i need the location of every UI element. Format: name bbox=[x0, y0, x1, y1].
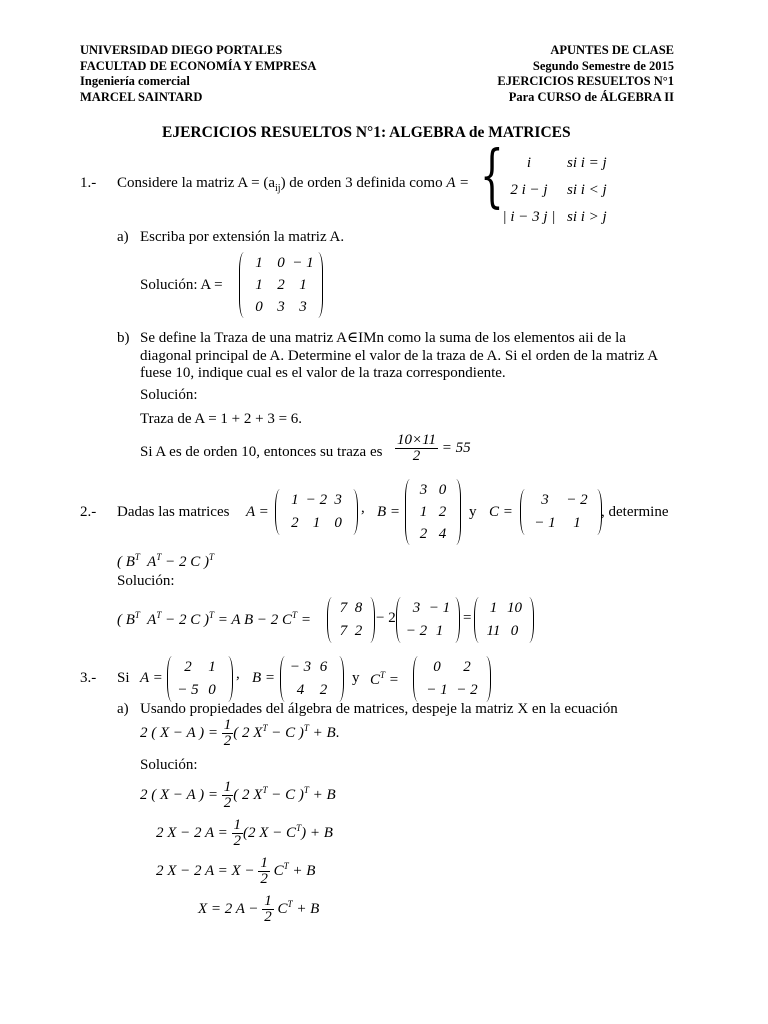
ex2-solution-lhs: ( $B^T$ $A^T - 2$ C )$^T$ = A B − 2 $C^T$ = bbox=[117, 610, 311, 628]
ex2-number: 2.- bbox=[80, 504, 97, 520]
ex3-number: 3.- bbox=[80, 670, 97, 686]
ex2-equals: = bbox=[463, 610, 472, 626]
ex2-minus2: − 2 bbox=[376, 610, 396, 626]
page-title: EJERCICIOS RESUELTOS N°1: ALGEBRA de MATRICES bbox=[162, 124, 571, 141]
ex3-B-label: B = bbox=[252, 670, 276, 686]
ex2-expression: ( $B^T$ $A^T - 2$ C )$^T$ bbox=[117, 552, 214, 570]
ex1-b-solution-label: Solución: bbox=[140, 387, 198, 403]
header-faculty: FACULTAD DE ECONOMÍA Y EMPRESA bbox=[80, 58, 317, 73]
ex3-step-2: 2 X − 2 A = $\frac{1}{2}$ (2 $X - C^T) + B$ bbox=[156, 817, 333, 849]
ex2-result-M3: 1 10 11 0 bbox=[474, 597, 534, 643]
ex3-equation: 2 ( X − A ) = $\frac{1}{2}$ ( 2 $X^T - C$ )$^T$ + B. bbox=[140, 717, 340, 749]
header-exercises: EJERCICIOS RESUELTOS N°1 bbox=[497, 74, 674, 88]
case-2-value: 2 i − j bbox=[510, 182, 548, 198]
ex2-solution-label: Solución: bbox=[117, 573, 175, 589]
header-left bbox=[80, 43, 316, 105]
ex3-step-3: 2 X − 2 A = X − $\frac{1}{2}$ $C^T + B$ bbox=[156, 855, 316, 887]
ex2-text: Dadas las matrices bbox=[117, 504, 230, 520]
ex3-a-label: a) bbox=[117, 701, 129, 717]
ex3-step-1: 2 ( X − A ) = $\frac{1}{2}$ ( 2 $X^T - C$ )$^T$ + B bbox=[140, 779, 336, 811]
ex2-B-label: B = bbox=[377, 504, 401, 520]
ex3-matrix-B: − 3 6 4 2 bbox=[280, 656, 344, 702]
ex3-matrix-A: 2 1 − 5 0 bbox=[167, 656, 233, 702]
header-semester: Segundo Semestre de 2015 bbox=[532, 58, 674, 73]
ex2-matrix-A: 1 − 2 3 2 1 0 bbox=[275, 489, 358, 535]
ex1-b-fraction: $\frac{10\times 11}{2}$ = 55 bbox=[397, 432, 471, 464]
ex1-statement: Considere la matriz $A = (a_{ij})$ de orden 3 definida como A = bbox=[117, 175, 470, 194]
ex2-determine: , determine bbox=[601, 504, 669, 520]
ex1-matrix-A: 1 0 − 1 1 2 1 0 3 3 bbox=[239, 252, 323, 318]
ex1-b-order10: Si A es de orden 10, entonces su traza es bbox=[140, 444, 383, 460]
ex3-a-text: Usando propiedades del álgebra de matrices, despeje la matriz X en la ecuación bbox=[140, 701, 618, 717]
ex3-si: Si bbox=[117, 670, 130, 686]
ex3-matrix-CT: 0 2 − 1 − 2 bbox=[413, 656, 491, 702]
ex3-A-label: A = bbox=[140, 670, 163, 686]
ex1-a-text: Escriba por extensión la matriz A. bbox=[140, 229, 345, 245]
case-3-value: | i − 3 j | bbox=[502, 209, 556, 225]
ex2-C-label: C = bbox=[489, 504, 513, 520]
ex1-brace: { bbox=[480, 137, 504, 216]
ex2-matrix-C: 3 − 2 − 1 1 bbox=[520, 489, 602, 535]
ex3-comma: , bbox=[236, 666, 240, 682]
ex2-comma: , bbox=[361, 500, 365, 516]
ex1-b-trace: Traza de A = 1 + 2 + 3 = 6. bbox=[140, 411, 303, 427]
ex2-matrix-B: 3 0 1 2 2 4 bbox=[405, 479, 461, 545]
case-1-value: i bbox=[526, 155, 532, 171]
ex3-step-4: X = 2 A − $\frac{1}{2}$ $C^T + B$ bbox=[198, 893, 320, 925]
header-course: Para CURSO de ÁLGEBRA II bbox=[508, 89, 674, 104]
ex1-number: 1.- bbox=[80, 175, 97, 191]
ex3-and: y bbox=[352, 670, 360, 686]
case-3-cond: si i > j bbox=[567, 209, 607, 225]
ex3-solution-label: Solución: bbox=[140, 757, 198, 773]
ex2-result-M2: 3 − 1 − 2 1 bbox=[396, 597, 460, 643]
header-notes: APUNTES DE CLASE bbox=[550, 43, 674, 57]
header-right bbox=[497, 43, 674, 105]
ex3-CT-label: $C^T$ = bbox=[370, 670, 399, 688]
ex1-a-label: a) bbox=[117, 229, 129, 245]
ex1-a-solution-label: Solución: A = bbox=[140, 277, 223, 293]
header-career: Ingeniería comercial bbox=[80, 74, 190, 88]
ex2-and: y bbox=[469, 504, 477, 520]
ex1-b-label: b) bbox=[117, 330, 130, 346]
header-university: UNIVERSIDAD DIEGO PORTALES bbox=[80, 43, 283, 57]
ex1-cases bbox=[499, 152, 627, 229]
header-author: MARCEL SAINTARD bbox=[80, 89, 203, 104]
ex2-A-label: A = bbox=[246, 504, 269, 520]
ex1-b-text: Se define la Traza de una matriz A∈IMn como la suma de los elementos aii de la diagonal principal de A. Determine el valor de la traza de A. Si el orden de la matriz A fuese 10, indique cual es el valor de la traza correspondiente. bbox=[140, 330, 659, 381]
ex2-result-M1: 7 8 7 2 bbox=[327, 597, 375, 643]
case-2-cond: si i < j bbox=[567, 182, 607, 198]
case-1-cond: si i = j bbox=[567, 155, 607, 171]
